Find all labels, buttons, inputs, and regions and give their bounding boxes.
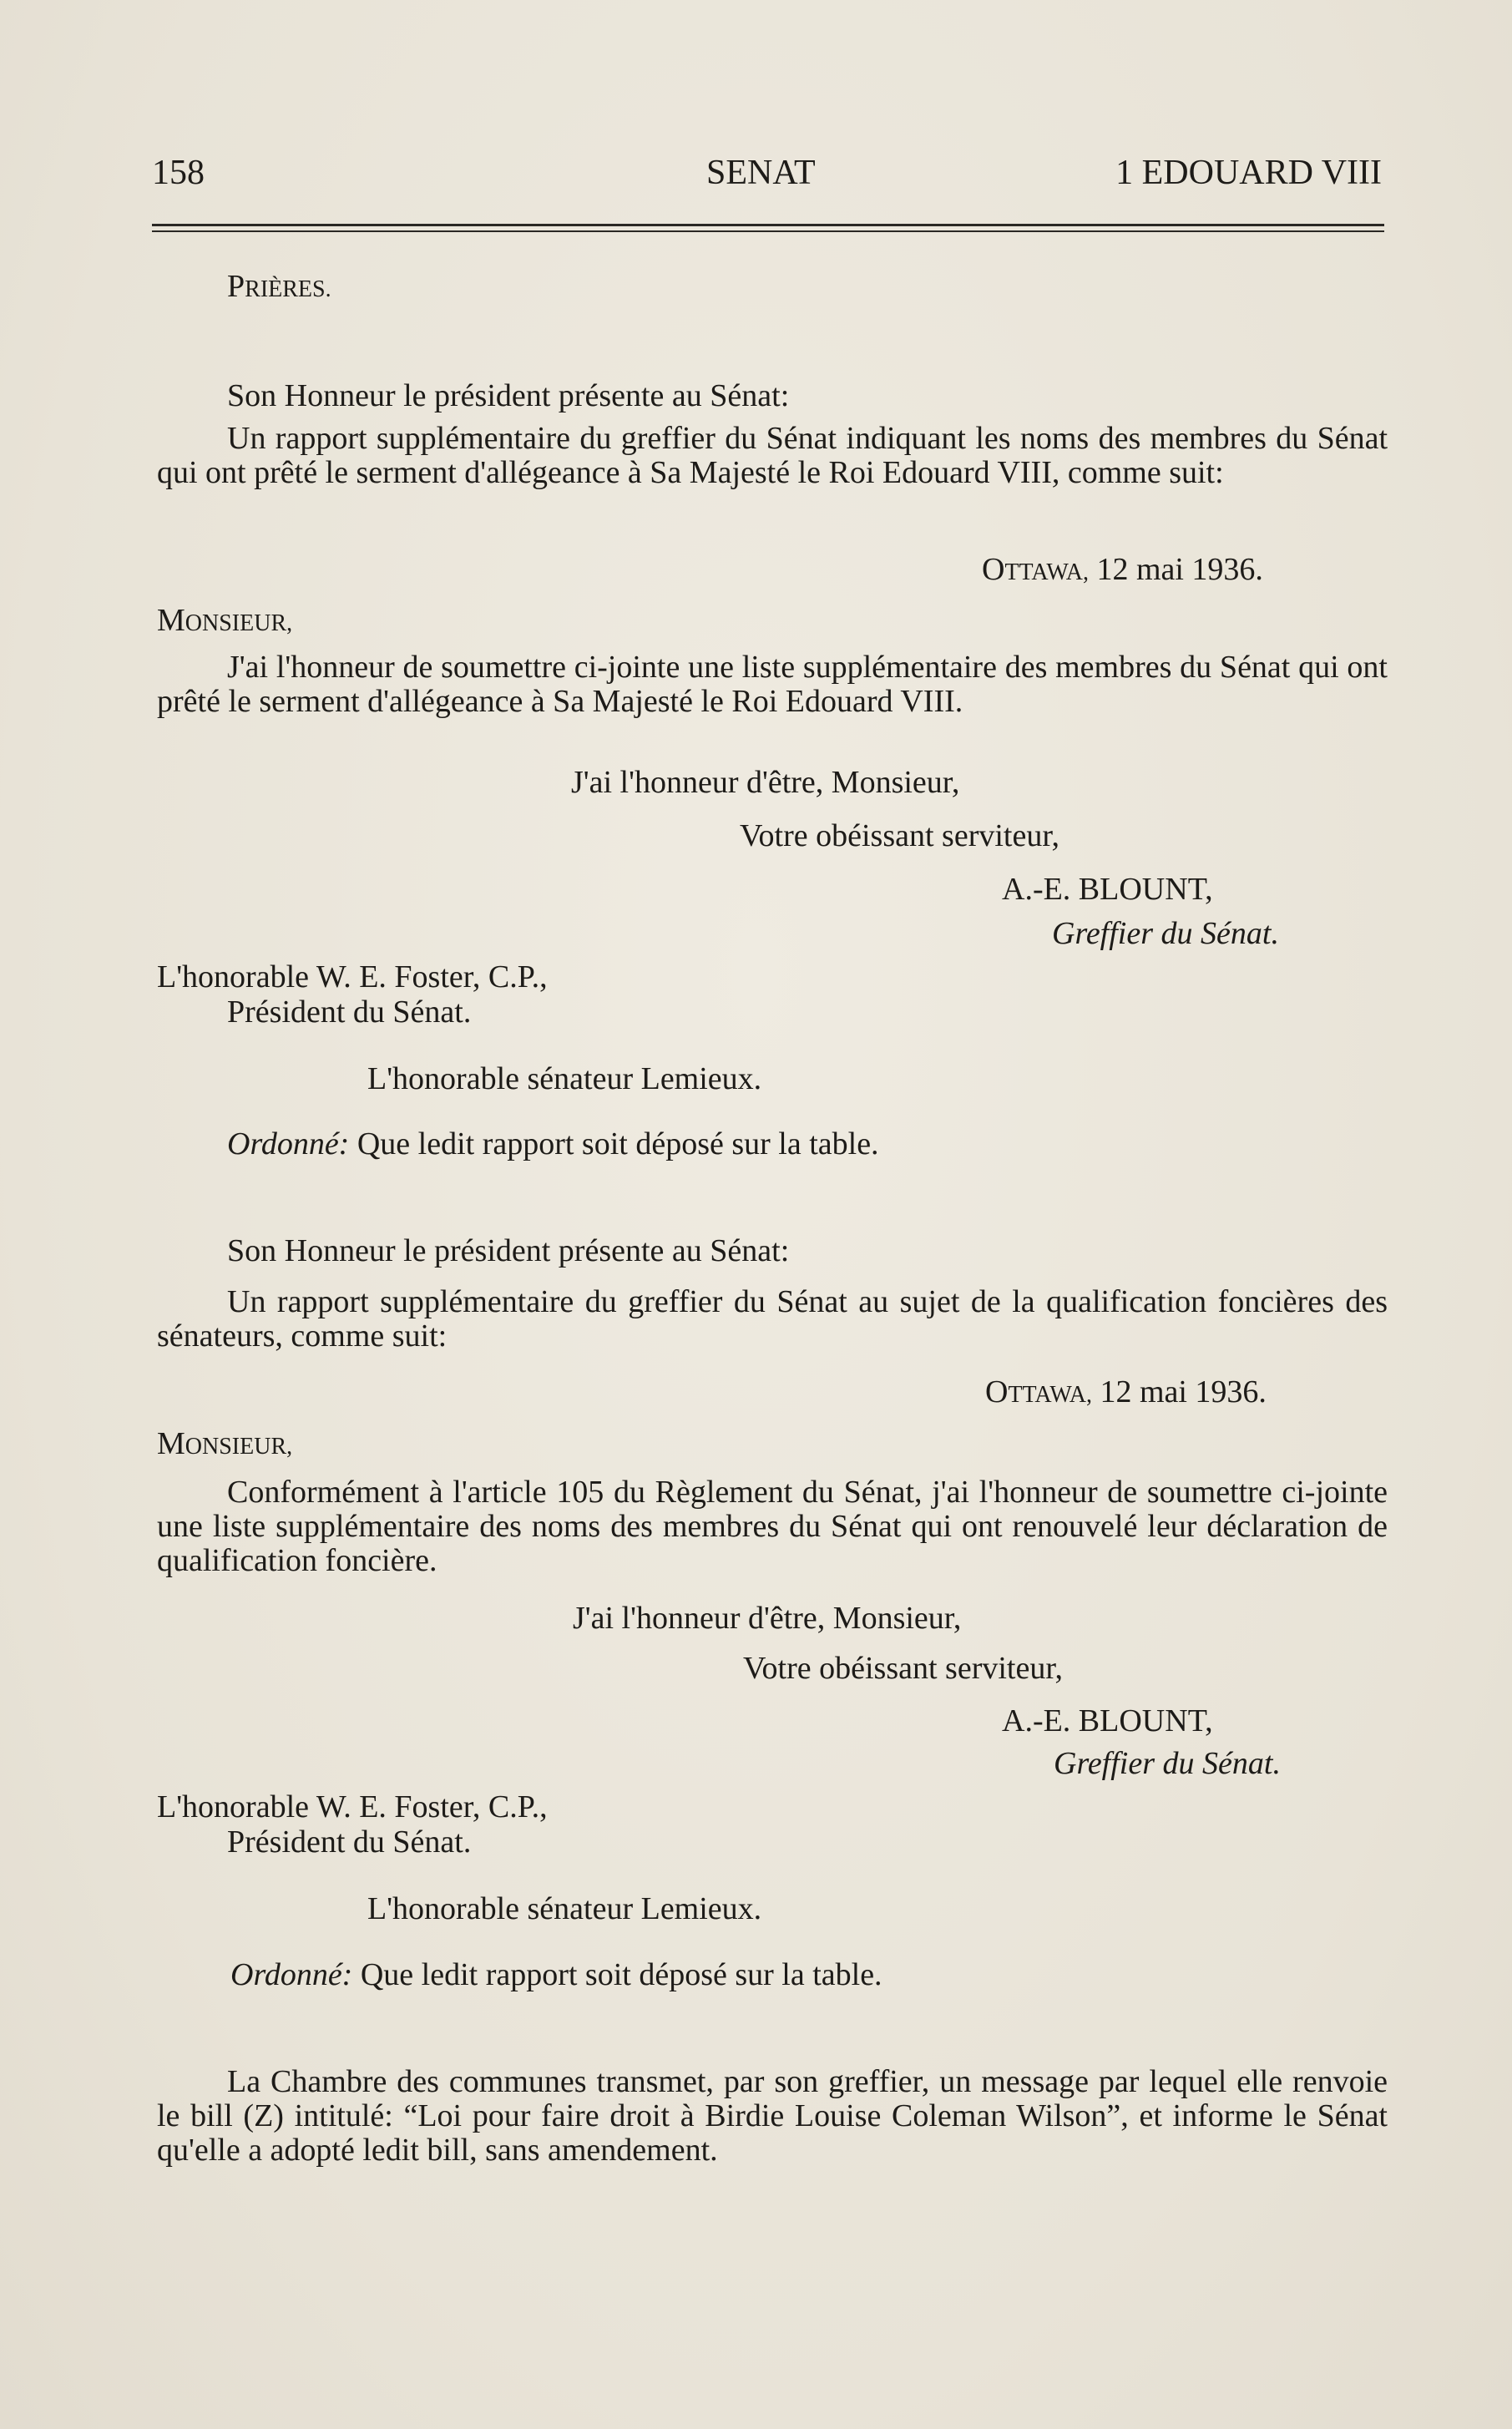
report2-intro: Un rapport supplémentaire du greffier du Sénat au sujet de la qualification foncières des sénateurs, comme suit: <box>157 1284 1388 1354</box>
report2-signature: A.-E. BLOUNT, <box>1002 1703 1213 1738</box>
report1-ordered: Ordonné: Que ledit rapport soit déposé sur la table. <box>227 1126 879 1161</box>
report2-dateline: OTTAWA, 12 mai 1936. <box>985 1374 1267 1409</box>
report1-body: J'ai l'honneur de soumettre ci-jointe une liste supplémentaire des membres du Sénat qui ont prêté le serment d'allégeance à Sa Majesté le Roi Edouard VIII. <box>157 650 1388 719</box>
report1-signature-title: Greffier du Sénat. <box>1052 916 1279 951</box>
session-title: 1 EDOUARD VIII <box>1115 154 1382 192</box>
report2-servant: Votre obéissant serviteur, <box>743 1651 1063 1686</box>
report1-closing: J'ai l'honneur d'être, Monsieur, <box>571 765 960 800</box>
bleed-through-heading <box>576 534 604 640</box>
report2-signature-title: Greffier du Sénat. <box>1054 1746 1281 1781</box>
report1-signature: A.-E. BLOUNT, <box>1002 872 1213 907</box>
report2-ordered: Ordonné: Que ledit rapport soit déposé sur la table. <box>230 1957 882 1992</box>
report2-closing: J'ai l'honneur d'être, Monsieur, <box>573 1601 962 1636</box>
report2-addressee: L'honorable W. E. Foster, C.P., <box>157 1789 548 1824</box>
report1-dateline: OTTAWA, 12 mai 1936. <box>982 552 1263 587</box>
report1-salutation: MONSIEUR, <box>157 603 293 638</box>
report2-body: Conformément à l'article 105 du Règlement du Sénat, j'ai l'honneur de soumettre ci-jointe une liste supplémentaire des noms des membres du Sénat qui ont renouvelé leur déclaration de qualification foncière. <box>157 1475 1388 1578</box>
page-number: 158 <box>152 154 205 192</box>
report2-addressee-title: Président du Sénat. <box>227 1824 472 1860</box>
running-title: SENAT <box>706 154 816 192</box>
header-rule-thick <box>152 224 1384 226</box>
commons-message: La Chambre des communes transmet, par son greffier, un message par lequel elle renvoie le bill (Z) intitulé: “Loi pour faire droit à Birdie Louise Coleman Wilson”, et informe le Sénat qu'elle a adopté ledit bill, sans amendement. <box>157 2064 1388 2168</box>
report1-presents: Son Honneur le président présente au Sénat: <box>227 378 790 413</box>
report2-presents: Son Honneur le président présente au Sénat: <box>227 1233 790 1268</box>
prayers-heading: PRIÈRES. <box>227 269 331 304</box>
report1-intro: Un rapport supplémentaire du greffier du Sénat indiquant les noms des membres du Sénat qui ont prêté le serment d'allégeance à Sa Majesté le Roi Edouard VIII, comme suit: <box>157 421 1388 490</box>
report2-salutation: MONSIEUR, <box>157 1426 293 1461</box>
report1-addressee: L'honorable W. E. Foster, C.P., <box>157 959 548 994</box>
report1-senator: L'honorable sénateur Lemieux. <box>367 1061 762 1096</box>
header-rule-thin <box>152 230 1384 232</box>
report1-addressee-title: Président du Sénat. <box>227 994 472 1030</box>
report1-servant: Votre obéissant serviteur, <box>740 818 1059 853</box>
report2-senator: L'honorable sénateur Lemieux. <box>367 1891 762 1926</box>
